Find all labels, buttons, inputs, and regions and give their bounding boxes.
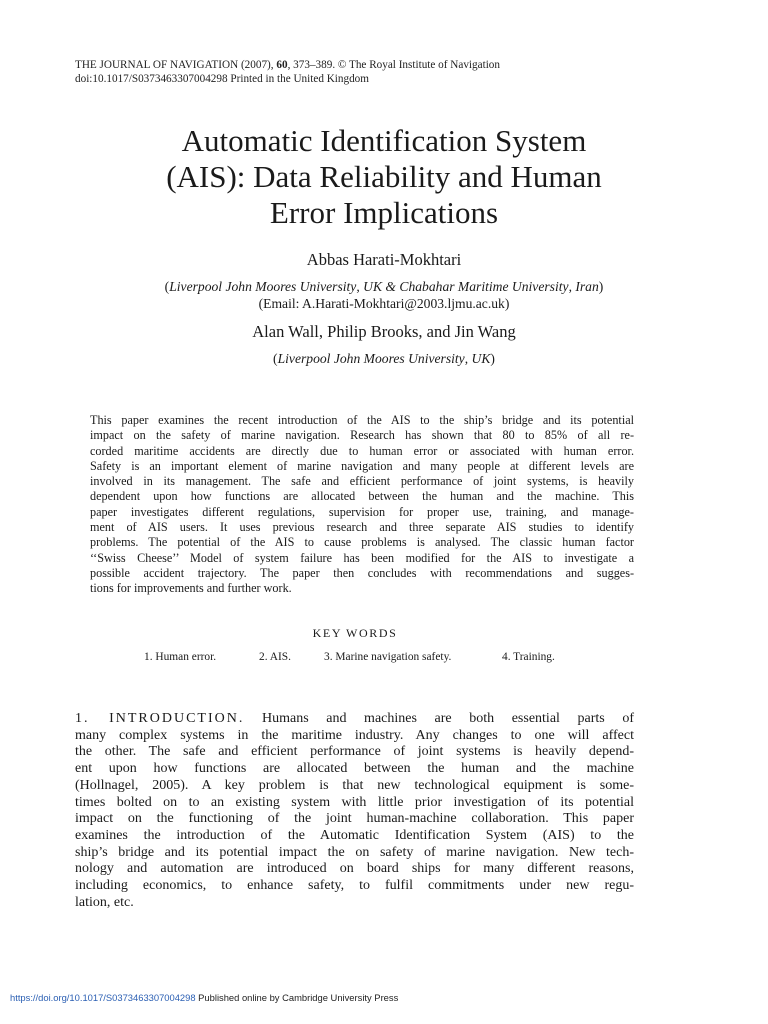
- intro-line: impact on the functioning of the joint human-machine collaboration. This paper: [75, 811, 634, 827]
- intro-line: nology and automation are introduced on board ships for many different reasons,: [75, 861, 634, 877]
- intro-line: many complex systems in the maritime industry. Any changes to one will affect: [75, 727, 634, 743]
- intro-line: the other. The safe and efficient performance of joint systems is heavily depend-: [75, 744, 634, 760]
- doi-link[interactable]: https://doi.org/10.1017/S0373463307004298: [10, 992, 196, 1003]
- abstract-line: dependent upon how functions are allocated between the human and the machine. This: [90, 489, 634, 504]
- author-second-affiliation: (Liverpool John Moores University, UK): [273, 351, 495, 366]
- doi-line: doi:10.1017/S0373463307004298 Printed in the United Kingdom: [75, 73, 369, 85]
- abstract-line: tions for improvements and further work.: [90, 581, 292, 596]
- intro-first-line: 1. INTRODUCTION. Humans and machines are both essential parts of: [75, 711, 635, 726]
- page-footer: [10, 992, 398, 1003]
- keyword-item: 3. Marine navigation safety.: [324, 651, 452, 663]
- footer-text: Published online by Cambridge University Press: [195, 992, 399, 1003]
- abstract-line: corded maritime accidents are directly due to human error or associated with human error.: [90, 443, 634, 458]
- keyword-item: 1. Human error.: [144, 651, 217, 663]
- intro-line: examines the introduction of the Automatic Identification System (AIS) to the: [75, 827, 634, 843]
- keywords-heading: KEY WORDS: [312, 626, 398, 640]
- intro-line: ent upon how functions are allocated between the human and the machine: [75, 761, 634, 777]
- abstract-line: possible accident trajectory. The paper then concludes with recommendations and sugges-: [90, 565, 634, 580]
- abstract-line: ment of AIS users. It uses previous research and three separate AIS studies to identify: [90, 520, 634, 535]
- author-list-second: Alan Wall, Philip Brooks, and Jin Wang: [252, 322, 516, 341]
- volume-number: 60: [276, 59, 288, 71]
- intro-line: (Hollnagel, 2005). A key problem is that new technological equipment is some-: [75, 777, 634, 793]
- section-heading: 1. INTRODUCTION.: [75, 711, 245, 726]
- abstract-line: Safety is an important element of marine navigation and many people at different levels are: [90, 458, 634, 473]
- journal-header: [75, 58, 500, 86]
- author-first-affiliation: (Liverpool John Moores University, UK & Chabahar Maritime University, Iran): [164, 279, 604, 294]
- abstract-line: ‘‘Swiss Cheese’’ Model of system failure has been modified for the AIS to investigate a: [90, 550, 634, 565]
- abstract-line: problems. The potential of the AIS to cause problems is analysed. The classic human factor: [90, 535, 634, 550]
- abstract-line: This paper examines the recent introduction of the AIS to the ship’s bridge and its potential: [90, 413, 634, 427]
- title-line-2: (AIS): Data Reliability and Human: [166, 159, 602, 194]
- abstract-line: impact on the safety of marine navigation. Research has shown that 80 to 85% of all re-: [90, 428, 634, 443]
- journal-citation: THE JOURNAL OF NAVIGATION (2007), 60, 373–389. © The Royal Institute of Navigation: [75, 59, 500, 71]
- intro-line: including economics, to enhance safety, to fulfil commitments under new regu-: [75, 878, 634, 894]
- keyword-item: 4. Training.: [502, 651, 555, 663]
- paper-title: [60, 123, 708, 231]
- intro-line: ship’s bridge and its potential impact the on safety of marine navigation. New tech-: [75, 844, 634, 860]
- author-first: Abbas Harati-Mokhtari: [306, 250, 462, 269]
- abstract-line: involved in its management. The safe and efficient performance of joint systems, is heavily: [90, 474, 634, 489]
- author-email: (Email: A.Harati-Mokhtari@2003.ljmu.ac.uk): [258, 296, 510, 311]
- introduction-section: [75, 711, 634, 911]
- abstract: [90, 413, 634, 597]
- title-line-3: Error Implications: [269, 195, 499, 230]
- abstract-line: paper investigates different regulations, supervision for proper use, training, and manage-: [90, 504, 634, 519]
- keyword-item: 2. AIS.: [259, 651, 291, 663]
- title-line-1: Automatic Identification System: [181, 123, 587, 158]
- intro-line: times bolted on to an existing system with little prior investigation of its potential: [75, 794, 634, 810]
- intro-line: lation, etc.: [75, 894, 134, 910]
